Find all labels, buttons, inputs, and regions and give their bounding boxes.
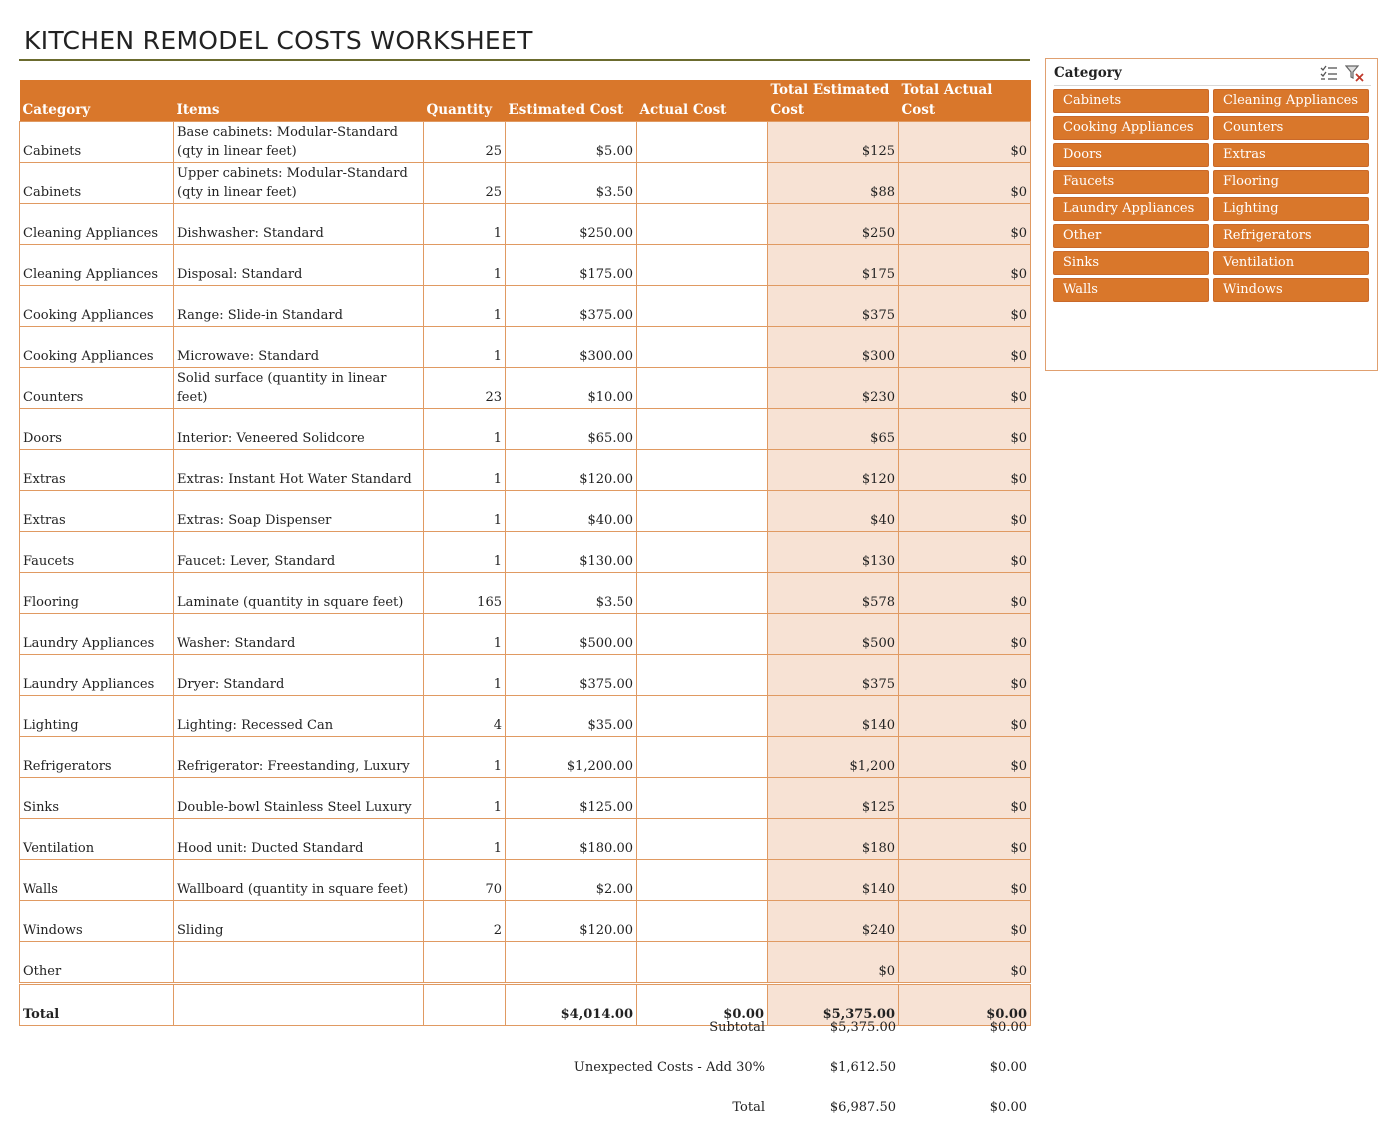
cell-item[interactable]: Disposal: Standard: [174, 245, 424, 286]
cell-total-estimated[interactable]: $578: [768, 573, 899, 614]
summary-row-unexpected: [420, 1060, 1030, 1080]
cell-quantity[interactable]: [424, 942, 506, 984]
total-estimated-cost[interactable]: $4,014.00: [506, 984, 637, 1026]
slicer-item-cooking-appliances[interactable]: Cooking Appliances: [1053, 116, 1209, 140]
cell-total-estimated[interactable]: $130: [768, 532, 899, 573]
cell-actual-cost[interactable]: [637, 655, 768, 696]
summary-row-total: [420, 1100, 1030, 1120]
cell-category[interactable]: Lighting: [20, 696, 174, 737]
cost-table: [19, 80, 1031, 1026]
cell-actual-cost[interactable]: [637, 942, 768, 984]
cell-total-actual[interactable]: $0: [899, 286, 1031, 327]
table-row: [20, 737, 1031, 778]
slicer-item-laundry-appliances[interactable]: Laundry Appliances: [1053, 197, 1209, 221]
cell-quantity[interactable]: 1: [424, 286, 506, 327]
table-row: [20, 122, 1031, 163]
cell-actual-cost[interactable]: [637, 573, 768, 614]
category-slicer[interactable]: [1045, 58, 1378, 371]
cell-category[interactable]: Doors: [20, 409, 174, 450]
slicer-item-faucets[interactable]: Faucets: [1053, 170, 1209, 194]
cell-estimated-cost[interactable]: $500.00: [506, 614, 637, 655]
table-row: [20, 696, 1031, 737]
cell-total-estimated[interactable]: $240: [768, 901, 899, 942]
cell-item[interactable]: Double-bowl Stainless Steel Luxury: [174, 778, 424, 819]
cell-quantity[interactable]: 1: [424, 655, 506, 696]
cell-item[interactable]: Dryer: Standard: [174, 655, 424, 696]
cell-estimated-cost[interactable]: $35.00: [506, 696, 637, 737]
cell-total-estimated[interactable]: $175: [768, 245, 899, 286]
cell-category[interactable]: Flooring: [20, 573, 174, 614]
total-label[interactable]: Total: [20, 984, 174, 1026]
header-total-actual-cost[interactable]: Total Actual Cost: [899, 80, 1031, 122]
cell-category[interactable]: Windows: [20, 901, 174, 942]
cell-estimated-cost[interactable]: $375.00: [506, 655, 637, 696]
table-row: [20, 491, 1031, 532]
total-item[interactable]: [174, 984, 424, 1026]
cell-category[interactable]: Cooking Appliances: [20, 286, 174, 327]
cell-category[interactable]: Other: [20, 942, 174, 984]
cell-estimated-cost[interactable]: $3.50: [506, 573, 637, 614]
cell-item[interactable]: Upper cabinets: Modular-Standard (qty in linear feet): [174, 163, 424, 204]
slicer-item-refrigerators[interactable]: Refrigerators: [1213, 224, 1369, 248]
summary-actual[interactable]: $0.00: [989, 1060, 1027, 1075]
cell-total-actual[interactable]: $0: [899, 614, 1031, 655]
cell-quantity[interactable]: 70: [424, 860, 506, 901]
cell-item[interactable]: Interior: Veneered Solidcore: [174, 409, 424, 450]
cell-total-actual[interactable]: $0: [899, 491, 1031, 532]
cell-estimated-cost[interactable]: $65.00: [506, 409, 637, 450]
slicer-item-windows[interactable]: Windows: [1213, 278, 1369, 302]
slicer-items: [1053, 89, 1370, 302]
cell-quantity[interactable]: 25: [424, 122, 506, 163]
cell-total-estimated[interactable]: $300: [768, 327, 899, 368]
cell-estimated-cost[interactable]: [506, 942, 637, 984]
cell-estimated-cost[interactable]: $125.00: [506, 778, 637, 819]
summary-row-subtotal: [420, 1020, 1030, 1040]
slicer-item-sinks[interactable]: Sinks: [1053, 251, 1209, 275]
table-row: [20, 163, 1031, 204]
cell-total-actual[interactable]: $0: [899, 327, 1031, 368]
cell-total-actual[interactable]: $0: [899, 245, 1031, 286]
cell-total-actual[interactable]: $0: [899, 860, 1031, 901]
table-row: [20, 778, 1031, 819]
clear-filter-icon[interactable]: [1345, 64, 1365, 82]
slicer-item-ventilation[interactable]: Ventilation: [1213, 251, 1369, 275]
table-row: [20, 901, 1031, 942]
summary-actual[interactable]: $0.00: [989, 1020, 1027, 1035]
cell-quantity[interactable]: 1: [424, 532, 506, 573]
cell-item[interactable]: Refrigerator: Freestanding, Luxury: [174, 737, 424, 778]
cell-actual-cost[interactable]: [637, 737, 768, 778]
header-estimated-cost[interactable]: Estimated Cost: [506, 80, 637, 122]
cell-category[interactable]: Extras: [20, 491, 174, 532]
cell-quantity[interactable]: 23: [424, 368, 506, 409]
cell-estimated-cost[interactable]: $5.00: [506, 122, 637, 163]
cell-total-estimated[interactable]: $1,200: [768, 737, 899, 778]
cell-actual-cost[interactable]: [637, 163, 768, 204]
cell-category[interactable]: Cleaning Appliances: [20, 204, 174, 245]
cell-actual-cost[interactable]: [637, 901, 768, 942]
cell-estimated-cost[interactable]: $120.00: [506, 901, 637, 942]
summary-label: Subtotal: [709, 1020, 765, 1035]
table-row: [20, 286, 1031, 327]
cell-total-estimated[interactable]: $140: [768, 696, 899, 737]
cell-quantity[interactable]: 1: [424, 204, 506, 245]
cell-total-actual[interactable]: $0: [899, 942, 1031, 984]
slicer-item-lighting[interactable]: Lighting: [1213, 197, 1369, 221]
cell-total-estimated[interactable]: $230: [768, 368, 899, 409]
cell-estimated-cost[interactable]: $1,200.00: [506, 737, 637, 778]
cell-quantity[interactable]: 4: [424, 696, 506, 737]
slicer-title: Category: [1054, 65, 1122, 81]
cell-actual-cost[interactable]: [637, 696, 768, 737]
cell-total-actual[interactable]: $0: [899, 532, 1031, 573]
cell-quantity[interactable]: 1: [424, 327, 506, 368]
summary-estimated[interactable]: $5,375.00: [829, 1020, 896, 1035]
cell-estimated-cost[interactable]: $250.00: [506, 204, 637, 245]
cell-quantity[interactable]: 1: [424, 245, 506, 286]
cell-category[interactable]: Extras: [20, 450, 174, 491]
cell-actual-cost[interactable]: [637, 122, 768, 163]
cell-category[interactable]: Sinks: [20, 778, 174, 819]
table-row: [20, 327, 1031, 368]
cell-quantity[interactable]: 1: [424, 450, 506, 491]
cell-total-estimated[interactable]: $125: [768, 122, 899, 163]
slicer-item-other[interactable]: Other: [1053, 224, 1209, 248]
cell-category[interactable]: Cabinets: [20, 122, 174, 163]
cell-total-estimated[interactable]: $375: [768, 286, 899, 327]
table-row: [20, 942, 1031, 984]
table-row: [20, 532, 1031, 573]
cell-actual-cost[interactable]: [637, 614, 768, 655]
slicer-item-cabinets[interactable]: Cabinets: [1053, 89, 1209, 113]
cell-total-actual[interactable]: $0: [899, 204, 1031, 245]
cell-item[interactable]: Dishwasher: Standard: [174, 204, 424, 245]
cell-estimated-cost[interactable]: $10.00: [506, 368, 637, 409]
cell-quantity[interactable]: 1: [424, 409, 506, 450]
cell-item[interactable]: Sliding: [174, 901, 424, 942]
cell-actual-cost[interactable]: [637, 286, 768, 327]
cell-actual-cost[interactable]: [637, 450, 768, 491]
slicer-item-walls[interactable]: Walls: [1053, 278, 1209, 302]
cell-item[interactable]: Microwave: Standard: [174, 327, 424, 368]
cell-quantity[interactable]: 1: [424, 778, 506, 819]
cell-total-estimated[interactable]: $125: [768, 778, 899, 819]
cell-total-actual[interactable]: $0: [899, 737, 1031, 778]
cell-total-estimated[interactable]: $0: [768, 942, 899, 984]
multi-select-icon[interactable]: [1319, 64, 1339, 82]
cell-item[interactable]: Base cabinets: Modular-Standard (qty in linear feet): [174, 122, 424, 163]
table-row: [20, 450, 1031, 491]
summary-estimated[interactable]: $6,987.50: [829, 1100, 896, 1115]
cell-total-estimated[interactable]: $88: [768, 163, 899, 204]
slicer-item-flooring[interactable]: Flooring: [1213, 170, 1369, 194]
slicer-item-doors[interactable]: Doors: [1053, 143, 1209, 167]
cell-actual-cost[interactable]: [637, 245, 768, 286]
cell-item[interactable]: Washer: Standard: [174, 614, 424, 655]
cell-actual-cost[interactable]: [637, 819, 768, 860]
cell-category[interactable]: Walls: [20, 860, 174, 901]
cell-estimated-cost[interactable]: $40.00: [506, 491, 637, 532]
cell-total-actual[interactable]: $0: [899, 409, 1031, 450]
cell-total-estimated[interactable]: $250: [768, 204, 899, 245]
total-total-estimated[interactable]: $5,375.00: [768, 984, 899, 1026]
cell-category[interactable]: Cooking Appliances: [20, 327, 174, 368]
title-underline: [19, 59, 1030, 61]
cell-estimated-cost[interactable]: $120.00: [506, 450, 637, 491]
cell-total-estimated[interactable]: $375: [768, 655, 899, 696]
table-row: [20, 368, 1031, 409]
cell-category[interactable]: Refrigerators: [20, 737, 174, 778]
table-row: [20, 409, 1031, 450]
cell-actual-cost[interactable]: [637, 204, 768, 245]
table-row: [20, 614, 1031, 655]
cell-quantity[interactable]: 1: [424, 819, 506, 860]
table-row: [20, 819, 1031, 860]
table-row: [20, 860, 1031, 901]
cell-total-estimated[interactable]: $40: [768, 491, 899, 532]
cell-category[interactable]: Ventilation: [20, 819, 174, 860]
cell-item[interactable]: Faucet: Lever, Standard: [174, 532, 424, 573]
cell-category[interactable]: Laundry Appliances: [20, 655, 174, 696]
cell-actual-cost[interactable]: [637, 368, 768, 409]
table-row: [20, 245, 1031, 286]
cell-actual-cost[interactable]: [637, 327, 768, 368]
cell-category[interactable]: Faucets: [20, 532, 174, 573]
summary-label: Unexpected Costs - Add 30%: [573, 1060, 765, 1075]
cell-total-actual[interactable]: $0: [899, 163, 1031, 204]
cell-item[interactable]: Extras: Instant Hot Water Standard: [174, 450, 424, 491]
header-items[interactable]: Items: [174, 80, 424, 122]
cell-total-actual[interactable]: $0: [899, 819, 1031, 860]
cell-estimated-cost[interactable]: $2.00: [506, 860, 637, 901]
slicer-header: [1054, 63, 1371, 86]
page-title: KITCHEN REMODEL COSTS WORKSHEET: [24, 26, 533, 55]
cell-total-actual[interactable]: $0: [899, 655, 1031, 696]
cell-item[interactable]: Hood unit: Ducted Standard: [174, 819, 424, 860]
cell-actual-cost[interactable]: [637, 860, 768, 901]
table-row: [20, 573, 1031, 614]
cell-total-actual[interactable]: $0: [899, 778, 1031, 819]
cell-estimated-cost[interactable]: $375.00: [506, 286, 637, 327]
slicer-item-counters[interactable]: Counters: [1213, 116, 1369, 140]
cell-quantity[interactable]: 2: [424, 901, 506, 942]
cell-quantity[interactable]: 1: [424, 737, 506, 778]
cell-category[interactable]: Laundry Appliances: [20, 614, 174, 655]
table-row: [20, 655, 1031, 696]
cell-total-actual[interactable]: $0: [899, 696, 1031, 737]
cell-category[interactable]: Cleaning Appliances: [20, 245, 174, 286]
cell-item[interactable]: Range: Slide-in Standard: [174, 286, 424, 327]
slicer-item-cleaning-appliances[interactable]: Cleaning Appliances: [1213, 89, 1369, 113]
summary-estimated[interactable]: $1,612.50: [829, 1060, 896, 1075]
cell-total-actual[interactable]: $0: [899, 901, 1031, 942]
total-actual-cost[interactable]: $0.00: [637, 984, 768, 1026]
header-total-estimated-cost[interactable]: Total Estimated Cost: [768, 80, 899, 122]
header-quantity[interactable]: Quantity: [424, 80, 506, 122]
total-total-actual[interactable]: $0.00: [899, 984, 1031, 1026]
cell-total-estimated[interactable]: $180: [768, 819, 899, 860]
cell-item[interactable]: Wallboard (quantity in square feet): [174, 860, 424, 901]
slicer-item-extras[interactable]: Extras: [1213, 143, 1369, 167]
cell-item[interactable]: Extras: Soap Dispenser: [174, 491, 424, 532]
summary-actual[interactable]: $0.00: [989, 1100, 1027, 1115]
cell-estimated-cost[interactable]: $180.00: [506, 819, 637, 860]
cell-item[interactable]: Laminate (quantity in square feet): [174, 573, 424, 614]
cell-item[interactable]: [174, 942, 424, 984]
cell-estimated-cost[interactable]: $300.00: [506, 327, 637, 368]
cell-estimated-cost[interactable]: $175.00: [506, 245, 637, 286]
cell-item[interactable]: Solid surface (quantity in linear feet): [174, 368, 424, 409]
cell-quantity[interactable]: 1: [424, 614, 506, 655]
cell-total-estimated[interactable]: $500: [768, 614, 899, 655]
cell-total-estimated[interactable]: $120: [768, 450, 899, 491]
cell-total-actual[interactable]: $0: [899, 450, 1031, 491]
header-actual-cost[interactable]: Actual Cost: [637, 80, 768, 122]
table-header-row: [20, 80, 1031, 122]
cell-category[interactable]: Counters: [20, 368, 174, 409]
cell-actual-cost[interactable]: [637, 409, 768, 450]
cell-estimated-cost[interactable]: $130.00: [506, 532, 637, 573]
cell-actual-cost[interactable]: [637, 778, 768, 819]
cell-quantity[interactable]: 165: [424, 573, 506, 614]
cell-total-actual[interactable]: $0: [899, 368, 1031, 409]
cell-estimated-cost[interactable]: $3.50: [506, 163, 637, 204]
cell-item[interactable]: Lighting: Recessed Can: [174, 696, 424, 737]
cell-total-estimated[interactable]: $65: [768, 409, 899, 450]
cell-actual-cost[interactable]: [637, 532, 768, 573]
cell-actual-cost[interactable]: [637, 491, 768, 532]
cell-total-actual[interactable]: $0: [899, 573, 1031, 614]
cell-category[interactable]: Cabinets: [20, 163, 174, 204]
table-row: [20, 204, 1031, 245]
cell-quantity[interactable]: 1: [424, 491, 506, 532]
cell-total-actual[interactable]: $0: [899, 122, 1031, 163]
header-category[interactable]: Category: [20, 80, 174, 122]
summary-label: Total: [732, 1100, 765, 1115]
cell-total-estimated[interactable]: $140: [768, 860, 899, 901]
cell-quantity[interactable]: 25: [424, 163, 506, 204]
